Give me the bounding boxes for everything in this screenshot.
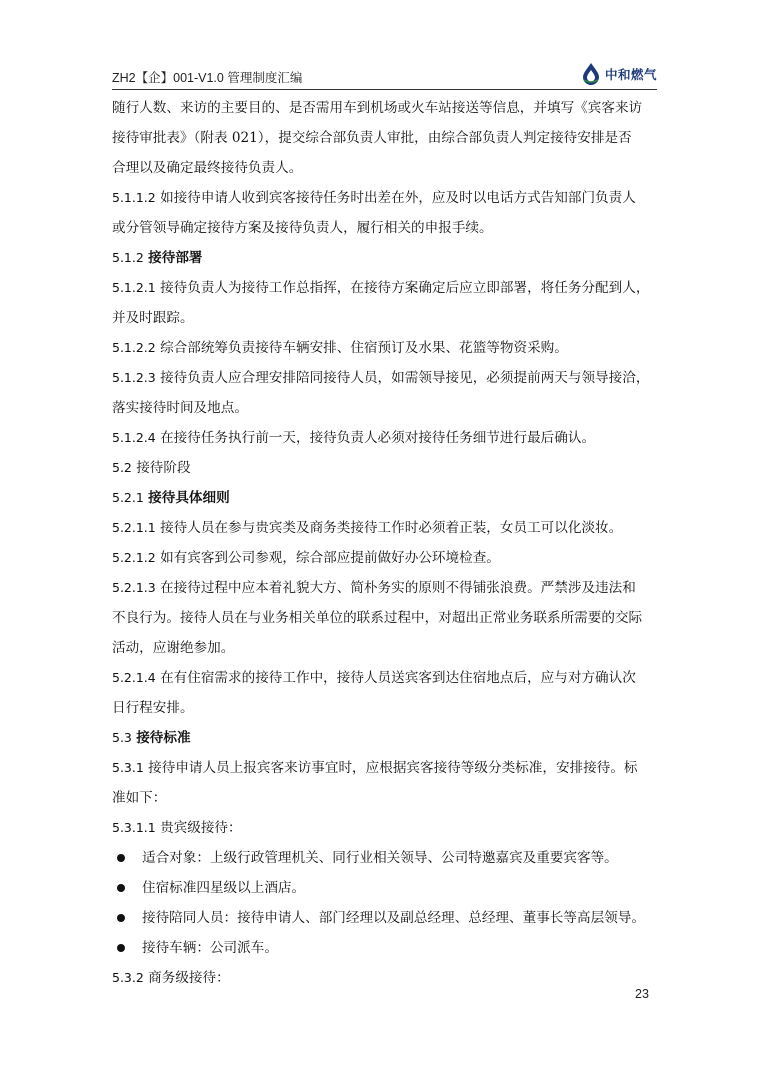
clause-number: 5.2.1.4 [112,670,156,685]
clause-text: 在接待任务执行前一天，接待负责人必须对接待任务细节进行最后确认。 [160,430,596,446]
header-title: ZH2【企】001-V1.0 管理制度汇编 [112,71,303,85]
bullet-text: 接待陪同人员：接待申请人、部门经理以及副总经理、总经理、董事长等高层领导。 [142,910,645,926]
clause-text: 接待阶段 [136,460,191,476]
paragraph-line [112,213,657,243]
clause-text: 接待负责人应合理安排陪同接待人员，如需领导接见，必须提前两天与领导接洽， [160,370,650,386]
paragraph-line [112,453,657,483]
section-heading: 接待标准 [136,730,191,746]
paragraph-line [112,573,657,603]
company-logo [580,62,657,86]
clause-text: 接待负责人为接待工作总指挥，在接待方案确定后应立即部署，将任务分配到人， [160,280,650,296]
paragraph-line [112,123,657,153]
document-body [112,93,657,993]
paragraph-line [112,243,657,273]
clause-text: 如有宾客到公司参观，综合部应提前做好办公环境检查。 [160,550,500,566]
bullet-text: 住宿标准四星级以上酒店。 [142,880,306,896]
clause-number: 5.3.1 [112,760,144,775]
bullet-item [112,873,657,903]
clause-number: 5.2.1.3 [112,580,156,595]
clause-number: 5.2.1.1 [112,520,156,535]
bullet-text: 适合对象：上级行政管理机关、同行业相关领导、公司特邀嘉宾及重要宾客等。 [142,850,618,866]
paragraph-line [112,393,657,423]
clause-text: 接待人员在参与贵宾类及商务类接待工作时必须着正装，女员工可以化淡妆。 [160,520,623,536]
paragraph-line [112,183,657,213]
paragraph-line [112,813,657,843]
bullet-item [112,843,657,873]
paragraph-line [112,963,657,993]
clause-text: 在有住宿需求的接待工作中，接待人员送宾客到达住宿地点后，应与对方确认次 [160,670,636,686]
clause-text: 随行人数、来访的主要目的、是否需用车到机场或火车站接送等信息，并填写《宾客来访 [112,100,643,116]
clause-text: 合理以及确定最终接待负责人。 [112,160,303,176]
clause-number: 5.3.1.1 [112,820,156,835]
page-header [112,60,657,90]
clause-text: 贵宾级接待： [160,820,242,836]
clause-text: 如接待申请人收到宾客接待任务时出差在外，应及时以电话方式告知部门负责人 [160,190,636,206]
paragraph-line [112,723,657,753]
logo-text: 中和燃气 [604,67,657,82]
bullet-dot-icon [117,914,125,922]
section-heading: 接待部署 [148,250,203,266]
bullet-dot-icon [117,944,125,952]
clause-text: 在接待过程中应本着礼貌大方、简朴务实的原则不得铺张浪费。严禁涉及违法和 [160,580,636,596]
clause-number: 5.2 [112,460,132,475]
clause-number: 5.3.2 [112,970,144,985]
paragraph-line [112,543,657,573]
paragraph-line [112,333,657,363]
paragraph-line [112,153,657,183]
paragraph-line [112,483,657,513]
clause-text: 接待申请人员上报宾客来访事宜时，应根据宾客接待等级分类标准，安排接待。标 [148,760,638,776]
paragraph-line [112,633,657,663]
paragraph-line [112,423,657,453]
clause-text: 落实接待时间及地点。 [112,400,248,416]
paragraph-line [112,93,657,123]
clause-text: 准如下： [112,790,167,806]
bullet-dot-icon [117,854,125,862]
page-number: 23 [635,987,649,1001]
flame-drop-icon [580,62,602,86]
bullet-text: 接待车辆：公司派车。 [142,940,278,956]
paragraph-line [112,663,657,693]
paragraph-line [112,363,657,393]
clause-number: 5.1.2.3 [112,370,156,385]
clause-number: 5.2.1.2 [112,550,156,565]
paragraph-line [112,783,657,813]
clause-text: 并及时跟踪。 [112,310,194,326]
bullet-item [112,903,657,933]
clause-text: 商务级接待： [148,970,230,986]
bullet-item [112,933,657,963]
bullet-dot-icon [117,884,125,892]
clause-text: 不良行为。接待人员在与业务相关单位的联系过程中，对超出正常业务联系所需要的交际 [112,610,643,626]
clause-number: 5.1.2.2 [112,340,156,355]
clause-number: 5.1.2.1 [112,280,156,295]
paragraph-line [112,303,657,333]
clause-text: 或分管领导确定接待方案及接待负责人，履行相关的申报手续。 [112,220,493,236]
paragraph-line [112,693,657,723]
paragraph-line [112,513,657,543]
section-heading: 接待具体细则 [148,490,230,506]
clause-number: 5.3 [112,730,132,745]
clause-text: 活动，应谢绝参加。 [112,640,235,656]
paragraph-line [112,603,657,633]
paragraph-line [112,753,657,783]
clause-number: 5.1.1.2 [112,190,156,205]
clause-number: 5.1.2 [112,250,144,265]
clause-text: 日行程安排。 [112,700,194,716]
clause-text: 接待审批表》（附表 021），提交综合部负责人审批，由综合部负责人判定接待安排是否 [112,130,632,146]
clause-text: 综合部统筹负责接待车辆安排、住宿预订及水果、花篮等物资采购。 [160,340,568,356]
clause-number: 5.2.1 [112,490,144,505]
clause-number: 5.1.2.4 [112,430,156,445]
header-divider [112,89,657,90]
paragraph-line [112,273,657,303]
